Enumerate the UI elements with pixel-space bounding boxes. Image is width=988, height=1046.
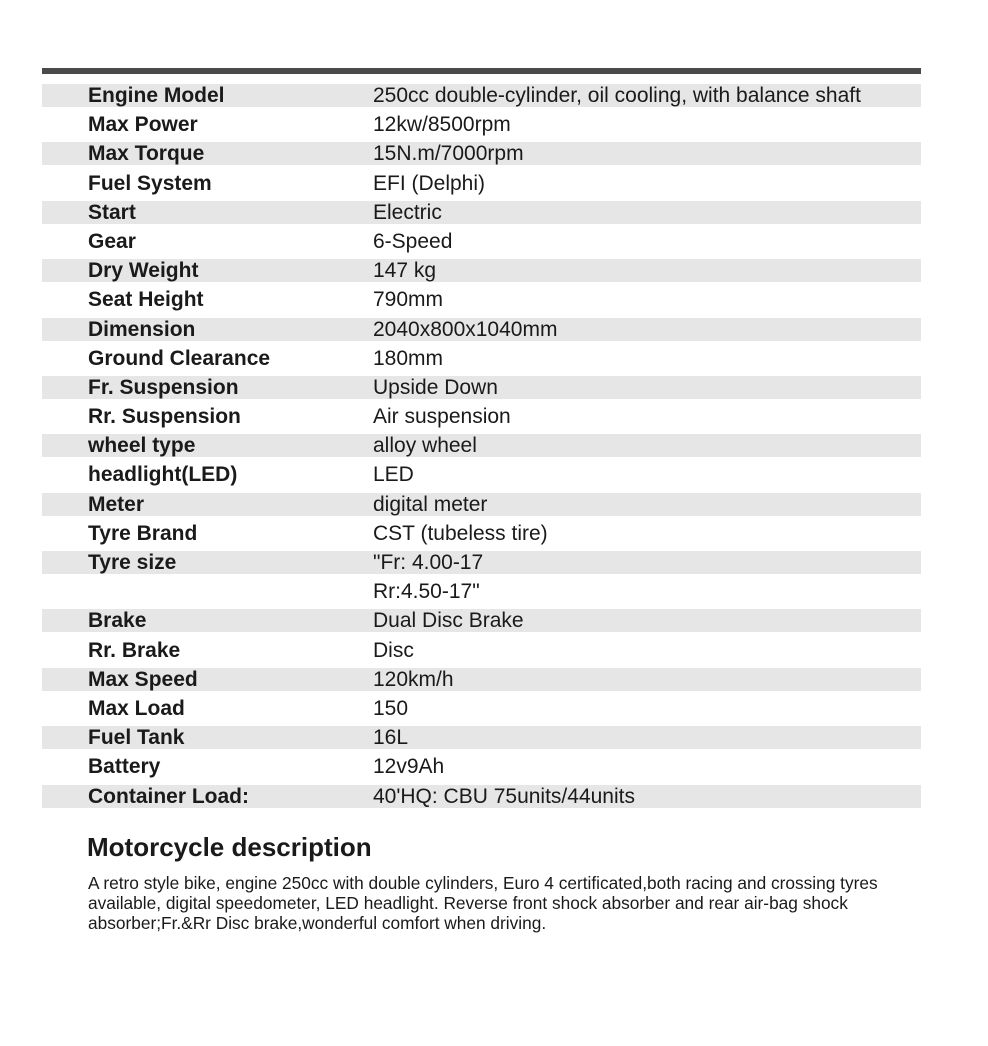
row-shade [42,201,921,224]
spec-value: Disc [373,638,414,662]
spec-label: Ground Clearance [88,346,271,370]
spec-row [42,256,921,285]
spec-row [42,344,921,373]
spec-label: Dry Weight [88,259,199,283]
spec-row [42,169,921,198]
spec-label: Brake [88,609,147,633]
spec-value: EFI (Delphi) [373,171,486,195]
spec-row [42,460,921,489]
spec-label: Max Power [88,113,198,137]
spec-value: digital meter [373,492,488,516]
spec-label: wheel type [88,434,196,458]
spec-value: Rr:4.50-17" [373,580,480,604]
description-body: A retro style bike, engine 250cc with double cylinders, Euro 4 certificated,both racing and crossing tyres available, digital speedometer, LED headlight. Reverse front shock absorber and rear air-bag shock absorber;Fr.&Rr Disc brake,wonderful comfort when driving. [88,873,878,933]
spec-row [42,665,921,694]
spec-label: Tyre Brand [88,521,198,545]
spec-label: Dimension [88,317,196,341]
spec-label: Fuel Tank [88,726,185,750]
spec-row [42,490,921,519]
spec-value: 180mm [373,346,444,370]
spec-label: Meter [88,492,145,516]
spec-value: 12v9Ah [373,755,445,779]
spec-value: 790mm [373,288,444,312]
spec-row [42,694,921,723]
spec-value: 120km/h [373,667,454,691]
spec-row [42,110,921,139]
top-divider [42,68,921,74]
spec-row [42,519,921,548]
spec-label: Fr. Suspension [88,375,239,399]
spec-value: alloy wheel [373,434,477,458]
spec-value: CST (tubeless tire) [373,521,548,545]
spec-label: Max Torque [88,142,205,166]
spec-label: Rr. Brake [88,638,181,662]
spec-label: Max Speed [88,667,198,691]
spec-row [42,373,921,402]
spec-value: 40'HQ: CBU 75units/44units [373,784,635,808]
spec-row [42,81,921,110]
spec-label: headlight(LED) [88,463,238,487]
spec-row [42,606,921,635]
spec-value: 16L [373,726,409,750]
spec-value: Dual Disc Brake [373,609,524,633]
spec-row [42,139,921,168]
spec-row [42,548,921,577]
spec-value: 2040x800x1040mm [373,317,558,341]
spec-value: "Fr: 4.00-17 [373,551,484,574]
spec-row [42,782,921,811]
spec-label: Fuel System [88,171,212,195]
spec-row [42,227,921,256]
spec-label: Seat Height [88,288,204,312]
spec-row [42,752,921,781]
spec-label: Tyre size [88,551,177,574]
spec-row [42,431,921,460]
spec-label: Gear [88,229,136,253]
spec-value: Air suspension [373,405,511,429]
spec-label: Engine Model [88,84,225,107]
spec-value: 15N.m/7000rpm [373,142,524,166]
spec-label: Rr. Suspension [88,405,241,429]
spec-value: 147 kg [373,259,437,283]
spec-value: LED [373,463,414,487]
spec-value: Electric [373,200,442,224]
spec-table [42,81,921,811]
description-title: Motorcycle description [87,832,372,862]
spec-label: Start [88,200,136,224]
spec-label: Max Load [88,696,185,720]
spec-row [42,636,921,665]
spec-value: 12kw/8500rpm [373,113,511,137]
spec-row [42,402,921,431]
spec-value: 250cc double-cylinder, oil cooling, with balance shaft [373,84,861,107]
spec-row [42,723,921,752]
spec-value: 150 [373,696,409,720]
spec-row [42,577,921,606]
spec-row [42,315,921,344]
spec-row [42,285,921,314]
spec-label: Container Load: [88,784,249,808]
spec-value: Upside Down [373,375,498,399]
spec-label: Battery [88,755,161,779]
spec-row [42,198,921,227]
spec-value: 6-Speed [373,229,453,253]
